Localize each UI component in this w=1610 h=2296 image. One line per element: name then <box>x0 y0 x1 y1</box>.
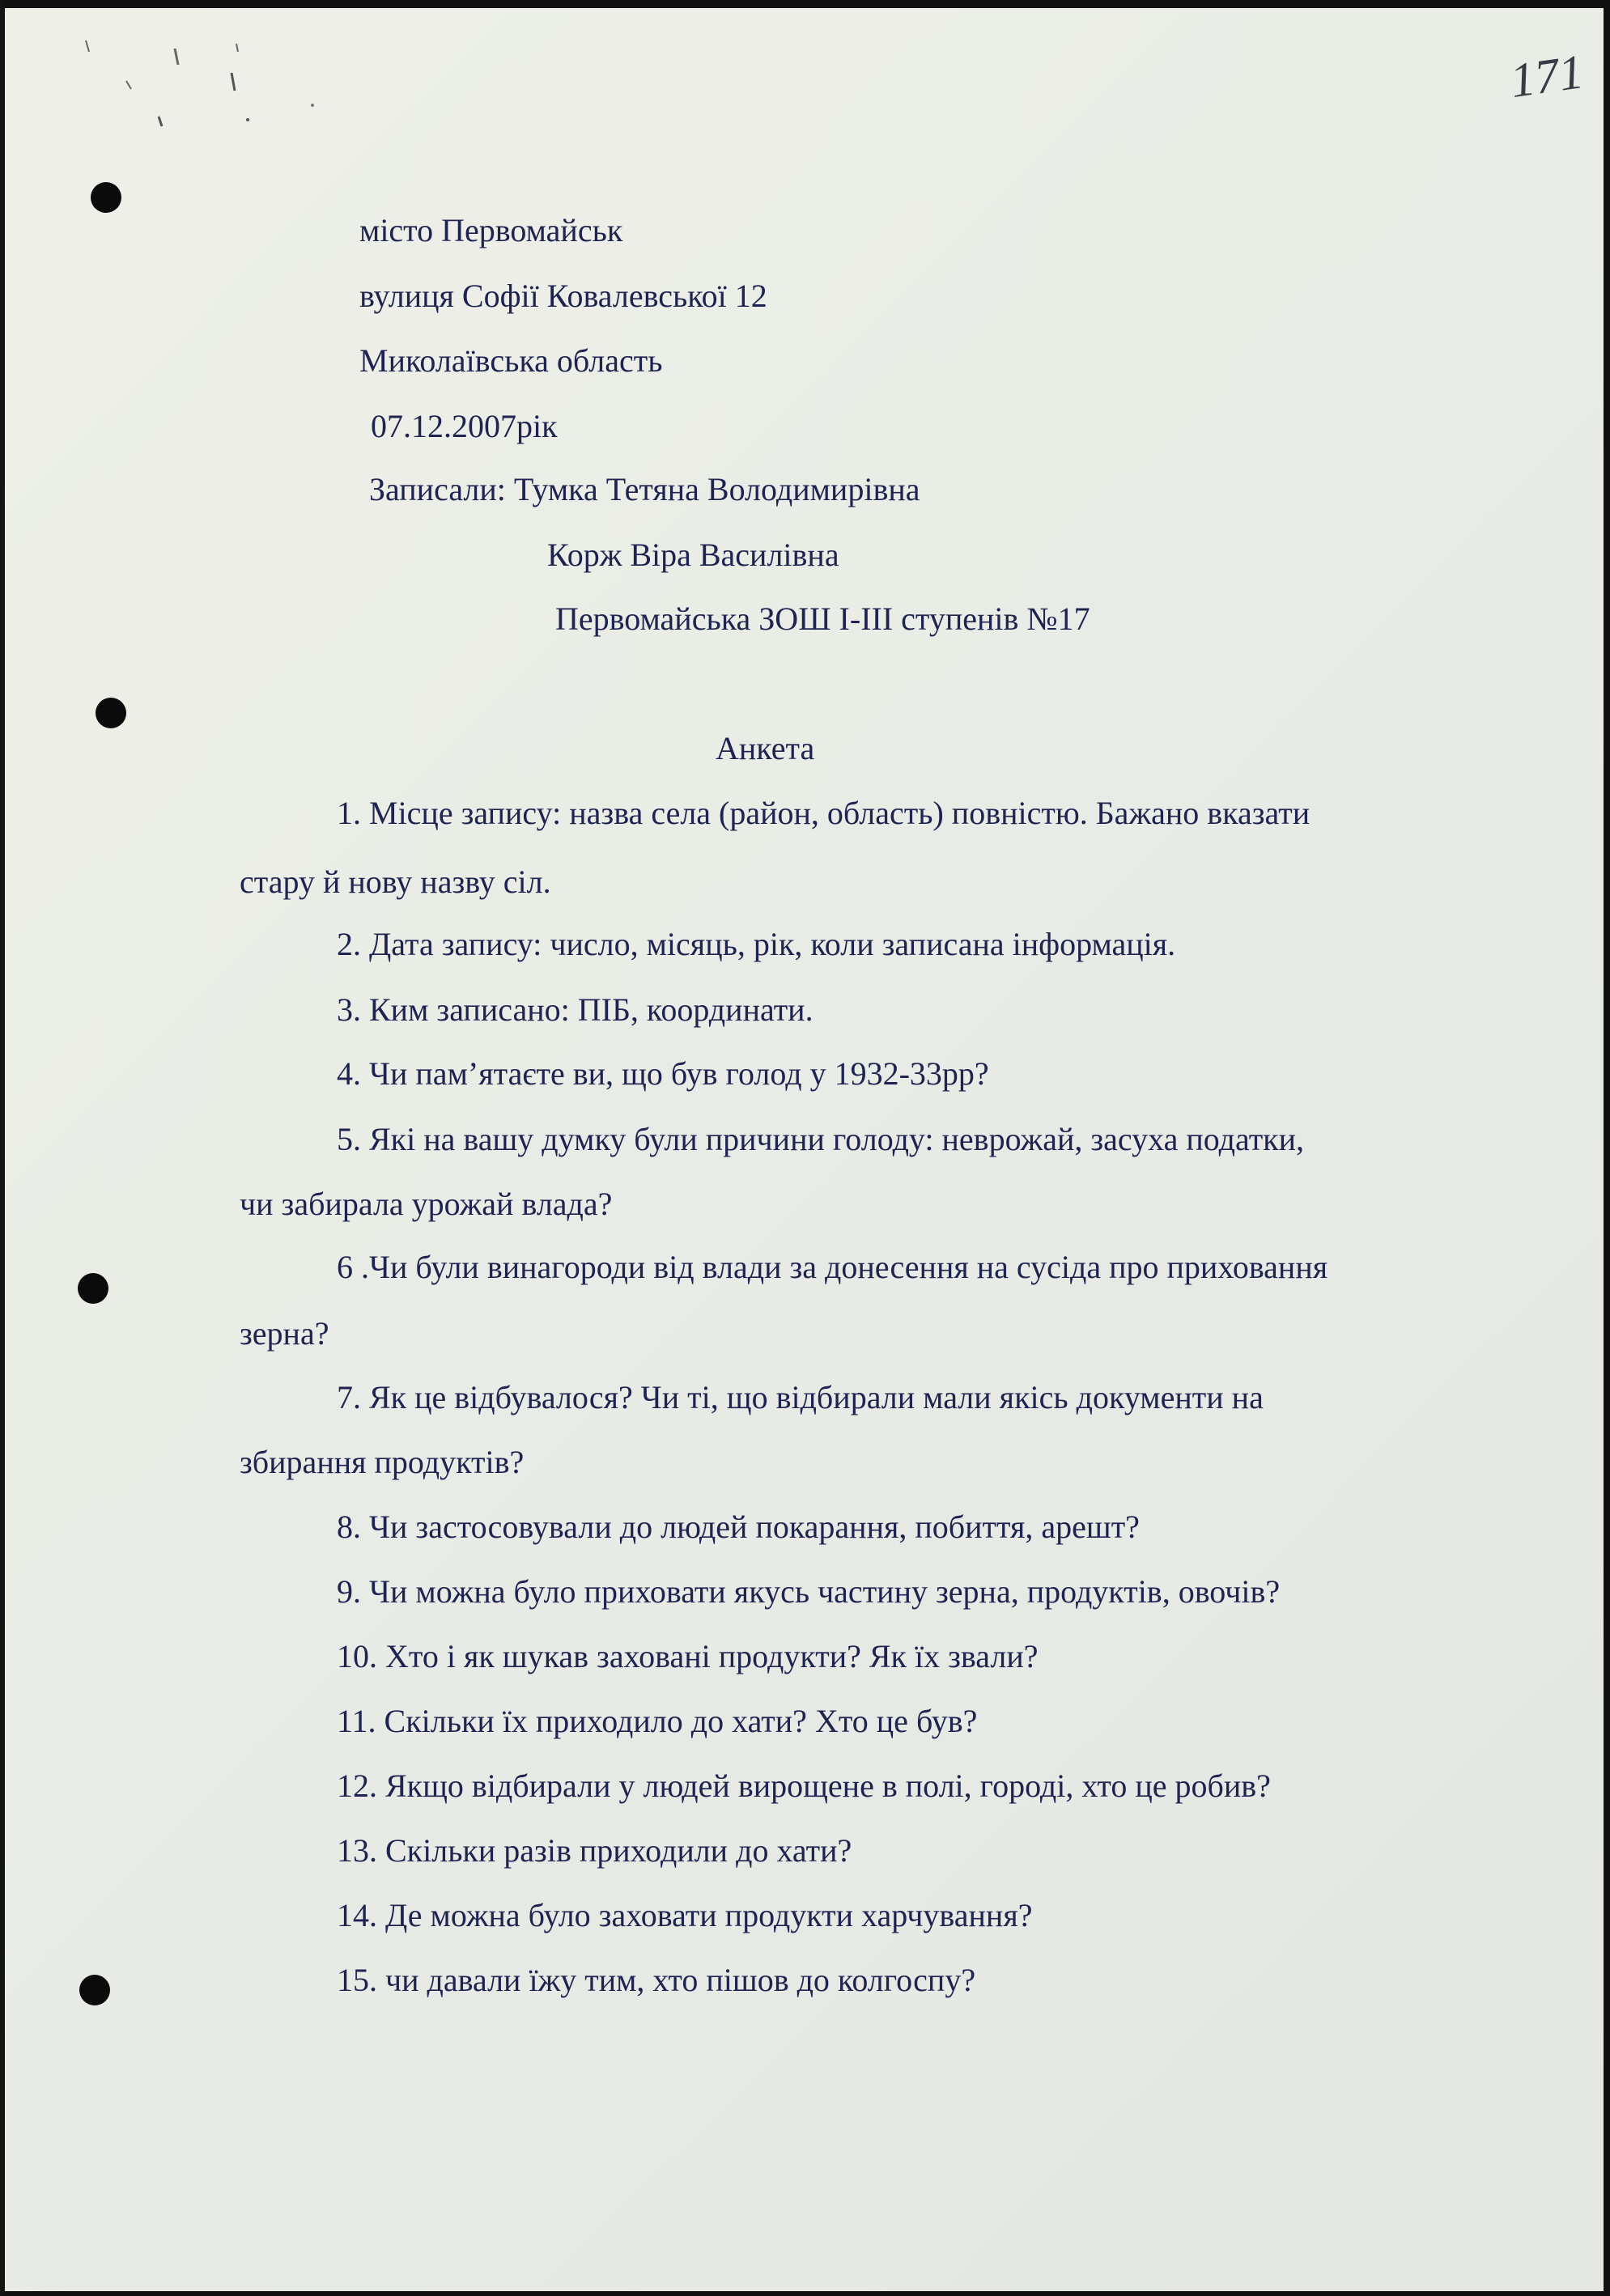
question-14: 14. Де можна було заховати продукти харчування? <box>337 1897 1033 1933</box>
question-7-line-2: збирання продуктів? <box>240 1444 525 1480</box>
punch-hole-4 <box>79 1975 110 2005</box>
question-1-line-1: 1. Місце запису: назва села (район, область) повністю. Бажано вказати <box>337 795 1311 831</box>
header-date: 07.12.2007рік <box>371 408 558 444</box>
question-8: 8. Чи застосовували до людей покарання, побиття, арешт? <box>337 1509 1140 1545</box>
question-9: 9. Чи можна було приховати якусь частину зерна, продуктів, овочів? <box>337 1573 1281 1610</box>
question-3: 3. Ким записано: ПІБ, координати. <box>337 991 813 1028</box>
header-street: вулиця Софії Ковалевської 12 <box>359 278 767 314</box>
question-11: 11. Скільки їх приходило до хати? Хто це був? <box>337 1703 978 1739</box>
header-recorder-2: Корж Віра Василівна <box>547 537 839 573</box>
punch-hole-3 <box>78 1273 108 1304</box>
header-city: місто Первомайськ <box>359 212 623 248</box>
punch-hole-1 <box>91 182 121 213</box>
question-15: 15. чи давали їжу тим, хто пішов до колгоспу? <box>337 1962 976 1998</box>
question-5-line-2: чи забирала урожай влада? <box>240 1186 613 1222</box>
question-10: 10. Хто і як шукав заховані продукти? Як їх звали? <box>337 1638 1039 1674</box>
punch-hole-2 <box>96 698 126 728</box>
header-school: Первомайська ЗОШ І-ІІІ ступенів №17 <box>555 601 1090 637</box>
question-5-line-1: 5. Які на вашу думку були причини голоду: неврожай, засуха податки, <box>337 1121 1305 1157</box>
document-title: Анкета <box>716 730 815 766</box>
question-6-line-2: зерна? <box>240 1315 329 1352</box>
page-number: 171 <box>1506 45 1587 108</box>
question-6-line-1: 6 .Чи були винагороди від влади за донесення на сусіда про приховання <box>337 1249 1328 1285</box>
question-12: 12. Якщо відбирали у людей вирощене в полі, городі, хто це робив? <box>337 1768 1271 1804</box>
question-13: 13. Скільки разів приходили до хати? <box>337 1832 852 1869</box>
header-recorded-by: Записали: Тумка Тетяна Володимирівна <box>369 471 920 507</box>
paper-specks <box>78 32 337 146</box>
question-7-line-1: 7. Як це відбувалося? Чи ті, що відбирали мали якісь документи на <box>337 1379 1264 1415</box>
header-region: Миколаївська область <box>359 342 663 379</box>
question-1-line-2: стару й нову назву сіл. <box>240 864 551 900</box>
question-2: 2. Дата запису: число, місяць, рік, коли записана інформація. <box>337 926 1176 962</box>
question-4: 4. Чи пам’ятаєте ви, що був голод у 1932-33рр? <box>337 1055 989 1092</box>
